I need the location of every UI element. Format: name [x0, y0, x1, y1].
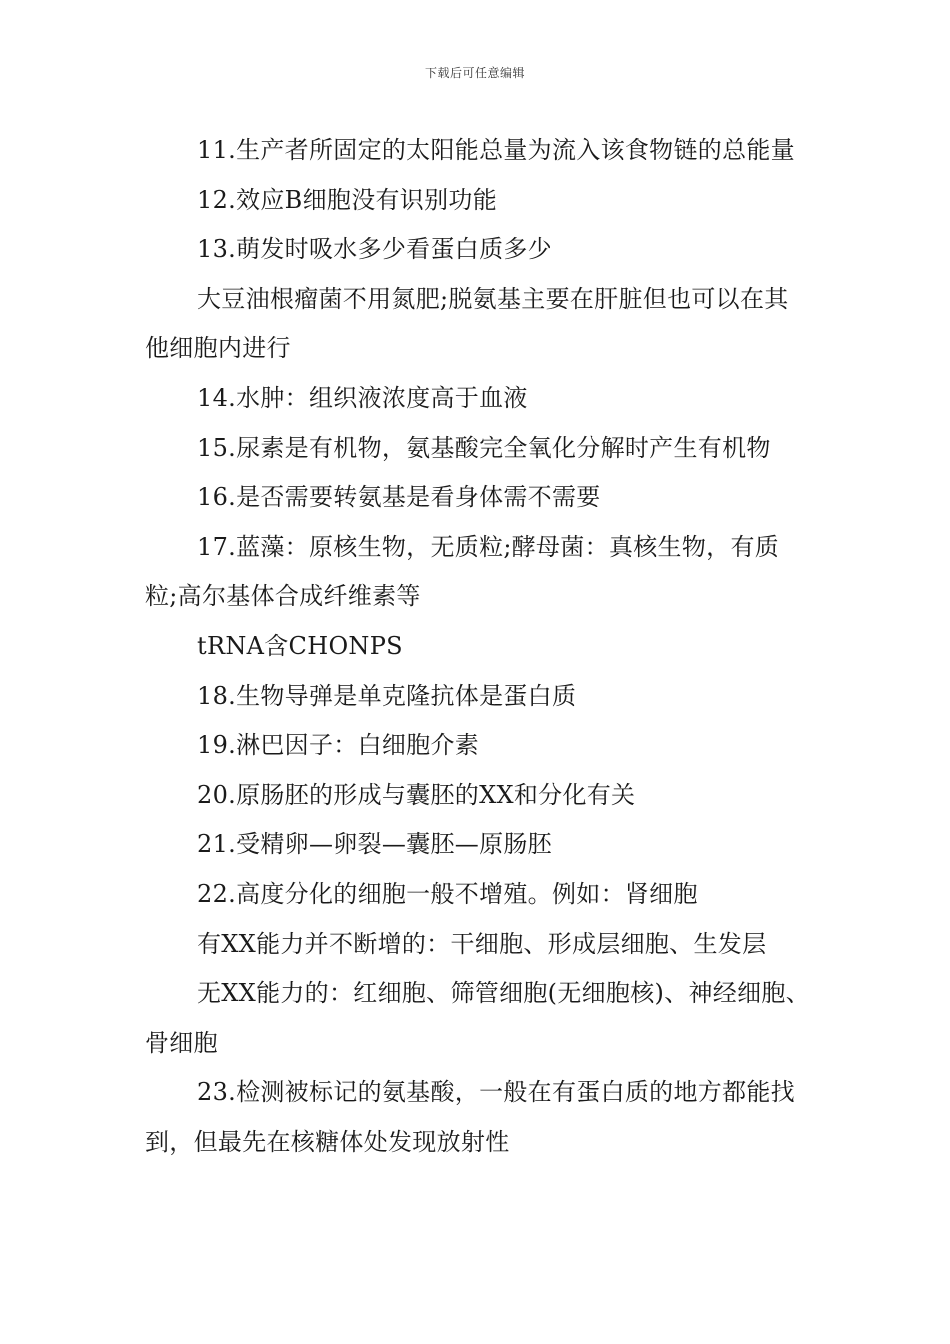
paragraph-23: 23.检测被标记的氨基酸，一般在有蛋白质的地方都能找到，但最先在核糖体处发现放射性	[145, 1078, 795, 1156]
paragraph-19: 19.淋巴因子：白细胞介素	[197, 731, 480, 760]
paragraph-11: 11.生产者所固定的太阳能总量为流入该食物链的总能量	[197, 136, 795, 164]
paragraph-13: 13.萌发时吸水多少看蛋白质多少	[197, 235, 552, 264]
paragraph-18: 18.生物导弹是单克隆抗体是蛋白质	[197, 681, 577, 710]
paragraph-22-note-a: 有XX能力并不断增的：干细胞、形成层细胞、生发层	[197, 929, 767, 958]
paragraph-22: 22.高度分化的细胞一般不增殖。例如：肾细胞	[197, 879, 698, 908]
paragraph-17: 17.蓝藻：原核生物，无质粒;酵母菌：真核生物，有质粒;高尔基体合成纤维素等	[145, 532, 780, 611]
paragraph-15: 15.尿素是有机物，氨基酸完全氧化分解时产生有机物	[197, 433, 771, 462]
page-header: 下载后可任意编辑	[424, 66, 525, 80]
paragraph-12: 12.效应B细胞没有识别功能	[197, 185, 498, 214]
paragraph-13-note: 大豆油根瘤菌不用氮肥;脱氨基主要在肝脏但也可以在其他细胞内进行	[145, 284, 789, 363]
paragraph-16: 16.是否需要转氨基是看身体需不需要	[197, 483, 601, 512]
paragraph-14: 14.水肿：组织液浓度高于血液	[197, 383, 528, 412]
paragraph-22-note-b: 无XX能力的：红细胞、筛管细胞(无细胞核)、神经细胞、骨细胞	[145, 979, 810, 1057]
document-body	[145, 126, 810, 1167]
paragraph-21: 21.受精卵—卵裂—囊胚—原肠胚	[197, 830, 552, 859]
paragraph-17-note: tRNA含CHONPS	[197, 631, 403, 660]
paragraph-20: 20.原肠胚的形成与囊胚的XX和分化有关	[197, 780, 636, 809]
